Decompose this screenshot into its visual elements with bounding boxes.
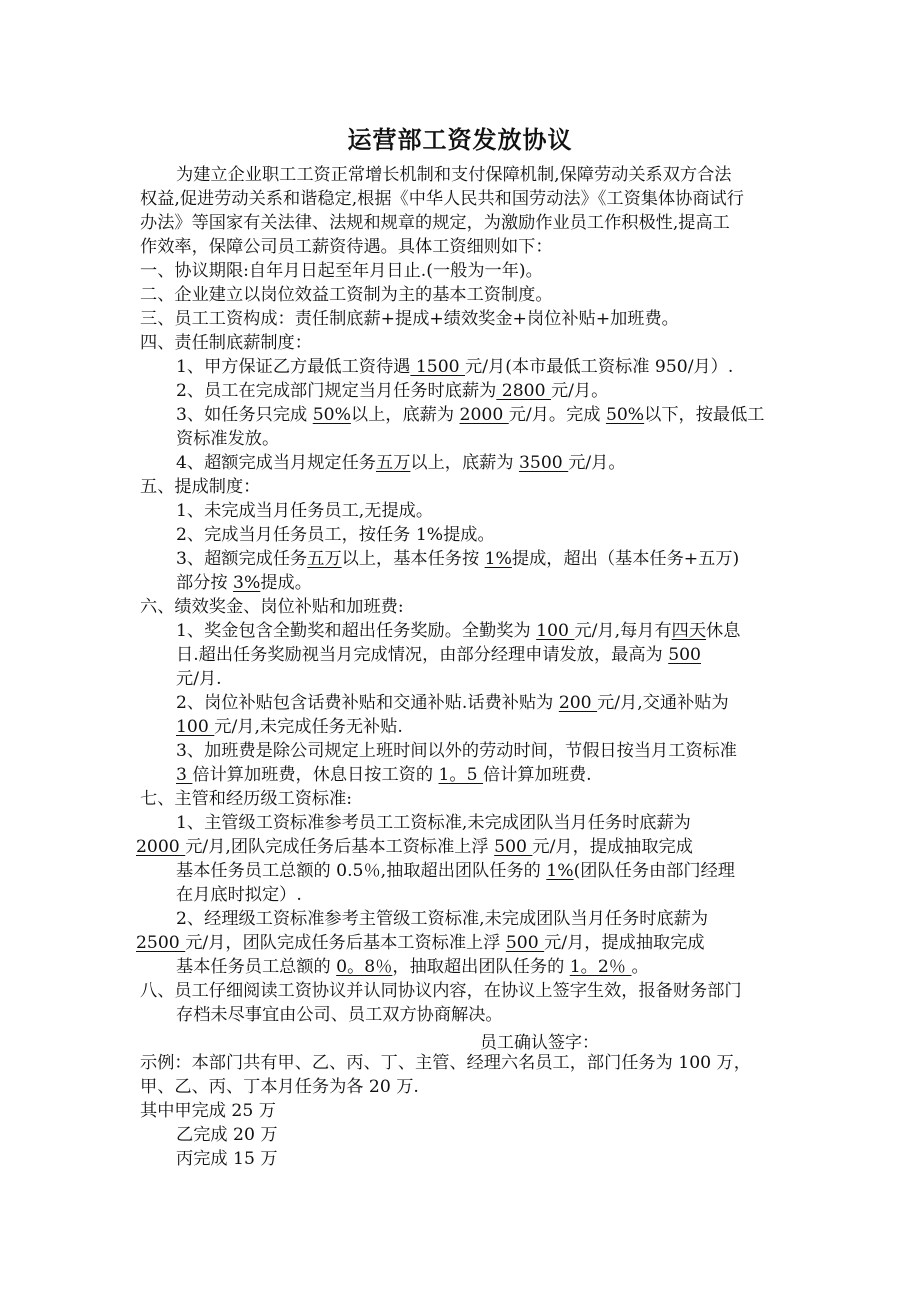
section-5-item-3-cont: 部分按 3%提成。 <box>176 573 312 593</box>
section-5-item-3: 3、超额完成任务五万以上，基本任务按 1%提成，超出（基本任务+五万) <box>176 549 740 569</box>
employee-signature-label: 员工确认签字： <box>480 1033 599 1053</box>
section-7-item-1-cont2: 基本任务员工总额的 0.5％,抽取超出团队任务的 1%(团队任务由部门经理 <box>176 861 735 881</box>
section-7-item-2-cont: 2500 元/月，团队完成任务后基本工资标准上浮 500 元/月，提成抽取完成 <box>136 933 705 953</box>
example-line-5: 丙完成 15 万 <box>176 1149 278 1169</box>
intro-line-1: 为建立企业职工工资正常增长机制和支付保障机制,保障劳动关系双方合法 <box>176 165 732 185</box>
section-6-item-2: 2、岗位补贴包含话费补贴和交通补贴.话费补贴为 200 元/月,交通补贴为 <box>176 693 729 713</box>
intro-line-3: 办法》等国家有关法律、法规和规章的规定，为激励作业员工作积极性,提高工 <box>140 213 730 233</box>
section-6-item-1-end: 元/月. <box>176 669 222 689</box>
section-6-heading: 六、绩效奖金、岗位补贴和加班费: <box>140 597 404 617</box>
section-4-item-2: 2、员工在完成部门规定当月任务时底薪为 2800 元/月。 <box>176 381 609 401</box>
intro-line-4: 作效率，保障公司员工薪资待遇。具体工资细则如下： <box>140 237 553 257</box>
section-8-line-1: 八、员工仔细阅读工资协议并认同协议内容，在协议上签字生效，报备财务部门 <box>140 981 742 1001</box>
section-6-item-3: 3、加班费是除公司规定上班时间以外的劳动时间，节假日按当月工资标准 <box>176 741 737 761</box>
intro-line-2: 权益,促进劳动关系和谐稳定,根据《中华人民共和国劳动法》《工资集体协商试行 <box>140 189 744 209</box>
section-5-item-2: 2、完成当月任务员工，按任务 1%提成。 <box>176 525 495 545</box>
section-7-item-1: 1、主管级工资标准参考员工工资标准,未完成团队当月任务时底薪为 <box>176 813 691 833</box>
section-7-item-1-end: 在月底时拟定）. <box>176 885 302 905</box>
section-4-heading: 四、责任制底薪制度： <box>140 333 312 353</box>
section-4-item-1: 1、甲方保证乙方最低工资待遇 1500 元/月(本市最低工资标准 950/月）. <box>176 357 734 377</box>
section-6-item-3-cont: 3 倍计算加班费，休息日按工资的 1。5 倍计算加班费. <box>176 765 592 785</box>
section-5-heading: 五、提成制度： <box>140 477 261 497</box>
section-1: 一、协议期限:自年月日起至年月日止.(一般为一年)。 <box>140 261 543 281</box>
section-7-item-2: 2、经理级工资标准参考主管级工资标准,未完成团队当月任务时底薪为 <box>176 909 709 929</box>
section-5-item-1: 1、未完成当月任务员工,无提成。 <box>176 501 434 521</box>
document-title: 运营部工资发放协议 <box>347 125 573 154</box>
section-6-item-1-cont: 日.超出任务奖励视当月完成情况，由部分经理申请发放，最高为 500 <box>176 645 701 665</box>
section-8-line-2: 存档未尽事宜由公司、员工双方协商解决。 <box>176 1005 503 1025</box>
section-6-item-1: 1、奖金包含全勤奖和超出任务奖励。全勤奖为 100 元/月,每月有四天休息 <box>176 621 741 641</box>
example-line-1: 示例：本部门共有甲、乙、丙、丁、主管、经理六名员工，部门任务为 100 万， <box>140 1053 751 1073</box>
example-line-2: 甲、乙、丙、丁本月任务为各 20 万. <box>140 1077 419 1097</box>
section-2: 二、企业建立以岗位效益工资制为主的基本工资制度。 <box>140 285 553 305</box>
section-7-item-2-cont2: 基本任务员工总额的 0。8％，抽取超出团队任务的 1。2％ 。 <box>176 957 649 977</box>
section-7-heading: 七、主管和经历级工资标准: <box>140 789 353 809</box>
example-line-4: 乙完成 20 万 <box>176 1125 278 1145</box>
section-6-item-2-cont: 100 元/月,未完成任务无补贴. <box>176 717 403 737</box>
section-3: 三、员工工资构成：责任制底薪+提成+绩效奖金+岗位补贴+加班费。 <box>140 309 679 329</box>
section-4-item-3-cont: 资标准发放。 <box>176 429 280 449</box>
section-7-item-1-cont: 2000 元/月,团队完成任务后基本工资标准上浮 500 元/月，提成抽取完成 <box>136 837 693 857</box>
section-4-item-4: 4、超额完成当月规定任务五万以上，底薪为 3500 元/月。 <box>176 453 626 473</box>
example-line-3: 其中甲完成 25 万 <box>140 1101 276 1121</box>
section-4-item-3: 3、如任务只完成 50%以上，底薪为 2000 元/月。完成 50%以下，按最低工 <box>176 405 765 425</box>
